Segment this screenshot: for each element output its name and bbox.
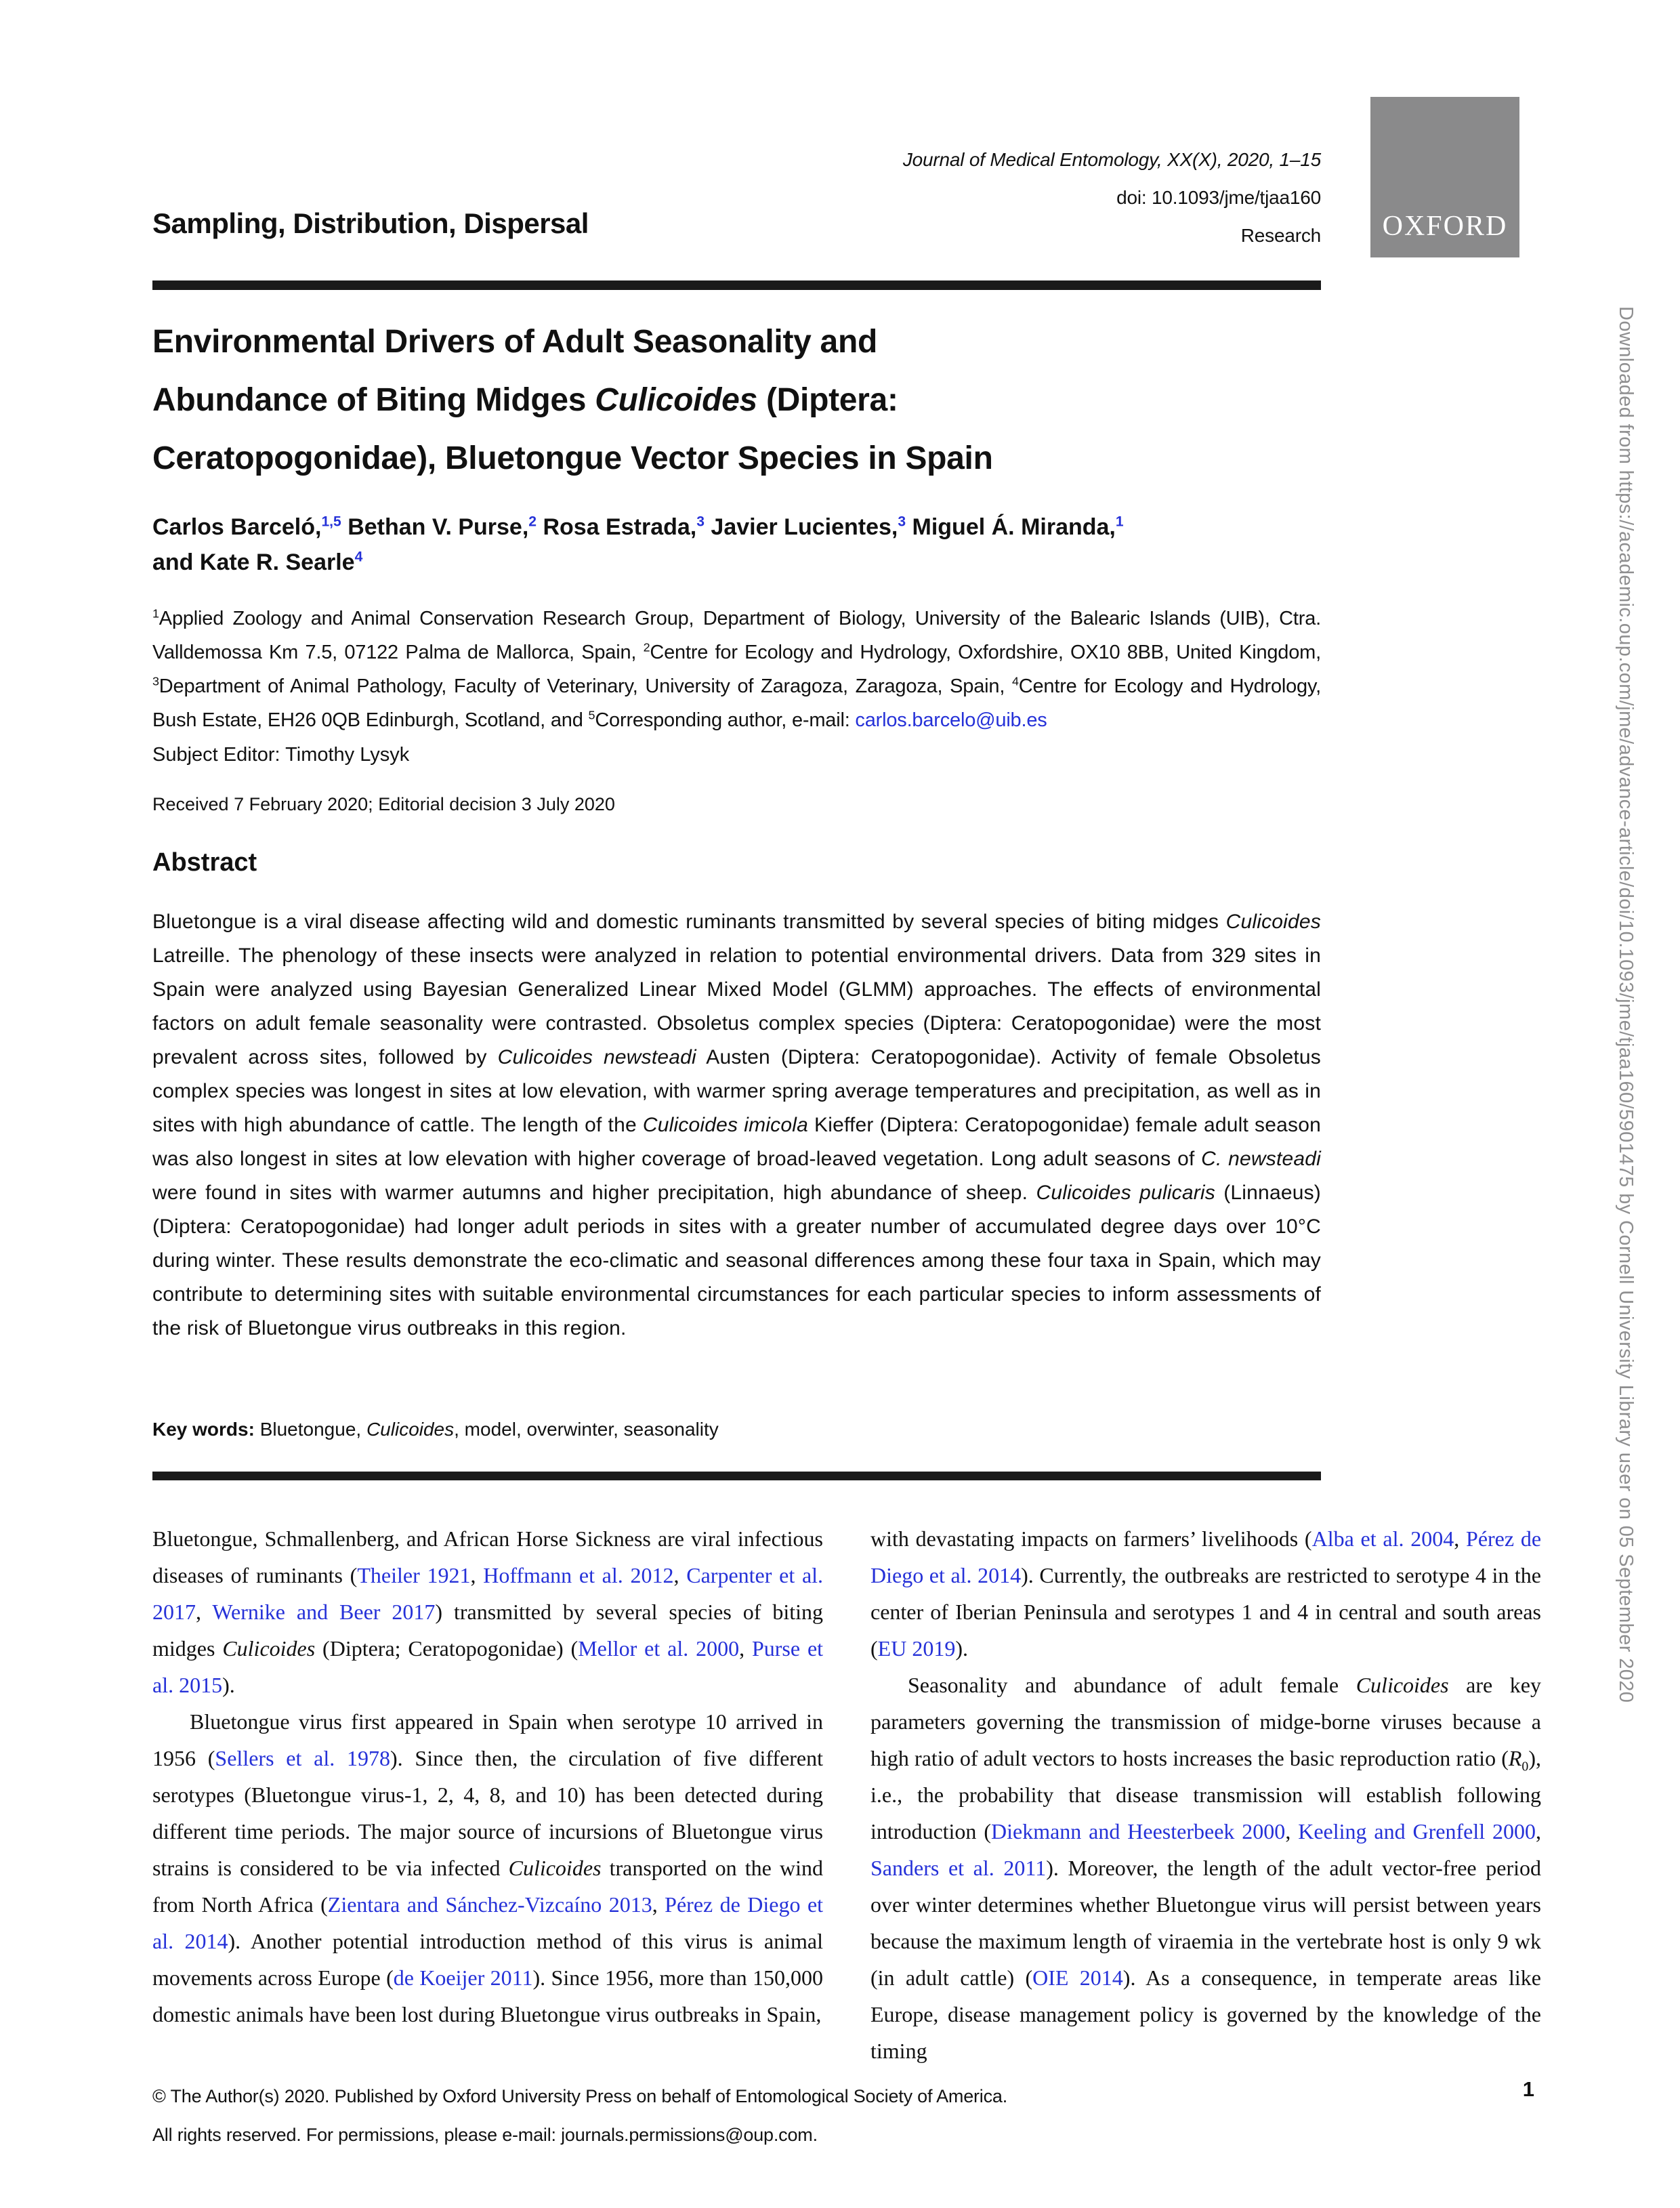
citation-link[interactable]: Mellor et al. 2000 bbox=[578, 1636, 740, 1661]
text-segment: Culicoides bbox=[366, 1419, 455, 1440]
citation-link[interactable]: Hoffmann et al. 2012 bbox=[483, 1563, 674, 1587]
divider-rule bbox=[152, 1472, 1321, 1480]
section-label: Sampling, Distribution, Dispersal bbox=[152, 207, 589, 239]
affiliations bbox=[152, 602, 1321, 737]
text-segment: , bbox=[470, 1563, 484, 1587]
text-line bbox=[152, 313, 1345, 371]
text-segment: Bluetongue is a viral disease affecting wild and domestic ruminants transmitted by several species of biting midges bbox=[152, 911, 1226, 933]
text-segment: Kieffer (Diptera: Ceratopogonidae) female adult season was also longest in sites at low elevation with higher coverage of broad-leaved vegetation. Long adult seasons of bbox=[152, 1114, 1321, 1170]
text-line bbox=[152, 430, 1345, 488]
citation-link[interactable]: Carpenter et al. 2017 bbox=[152, 1563, 824, 1624]
citation-link[interactable]: Alba et al. 2004 bbox=[1311, 1526, 1454, 1551]
text-segment: Culicoides bbox=[1225, 911, 1321, 933]
body-paragraph bbox=[870, 1520, 1541, 1667]
text-segment: Culicoides imicola bbox=[642, 1114, 809, 1136]
article-title bbox=[152, 313, 1345, 488]
oxford-logo-text: OXFORD bbox=[1382, 211, 1508, 242]
text-segment: Department of Animal Pathology, Faculty of Veterinary, University of Zaragoza, Zaragoza, Spain, bbox=[159, 675, 1012, 697]
text-segment: C. newsteadi bbox=[1201, 1148, 1322, 1170]
citation-link[interactable]: Theiler 1921 bbox=[357, 1563, 471, 1587]
text-segment: ). Since then, the circulation of five different serotypes (Bluetongue virus-1, 2, 4, 8, and 10) has been detected during different time periods. The major source of incursions of Bluetongue virus strains is considered to be via infected bbox=[152, 1746, 824, 1880]
text-segment: , bbox=[739, 1636, 752, 1661]
citation-link[interactable]: de Koeijer 2011 bbox=[393, 1965, 533, 1990]
text-segment: Applied Zoology and Animal Conservation Research Group, Department of Biology, University of the Balearic Islands (UIB), Ctra. Valldemossa Km 7.5, 07122 Palma de Mallorca, Spain, bbox=[152, 608, 1321, 663]
header-rule bbox=[152, 280, 1321, 290]
authors-line bbox=[152, 509, 1345, 580]
text-segment: ). Another potential introduction method of this virus is animal movements across Europe ( bbox=[152, 1929, 824, 1990]
text-segment: Bethan V. Purse, bbox=[341, 514, 529, 540]
text-segment: Javier Lucientes, bbox=[704, 514, 898, 540]
text-segment: (Diptera: bbox=[757, 382, 898, 418]
citation-link[interactable]: 1,5 bbox=[321, 514, 341, 530]
text-segment: are key parameters governing the transmission of midge-borne viruses because a high ratio of adult vectors to hosts increases the basic reproduction ratio ( bbox=[870, 1673, 1541, 1770]
text-segment: 4 bbox=[1011, 674, 1019, 688]
text-segment: Bluetongue, bbox=[259, 1419, 366, 1440]
text-segment: , bbox=[1454, 1526, 1467, 1551]
citation-link[interactable]: 2 bbox=[528, 514, 537, 530]
body-paragraph bbox=[152, 1703, 823, 2033]
text-segment: 0 bbox=[1521, 1759, 1529, 1774]
citation-link[interactable]: 4 bbox=[354, 549, 363, 565]
text-segment: Carlos Barceló, bbox=[152, 514, 322, 540]
text-segment: Latreille. The phenology of these insects were analyzed in relation to potential environmental drivers. Data from 329 sites in Spain were analyzed using Bayesian Generalized Linear Mixed Model (GLMM) approaches. The effects of environmental factors on adult female seasonality were contrasted. Obsoletus complex species (Diptera: Ceratopogonidae) were the most prevalent across sites, followed by bbox=[152, 944, 1321, 1068]
text-segment: Culicoides bbox=[595, 382, 757, 418]
citation-link[interactable]: Purse et al. 2015 bbox=[152, 1636, 824, 1697]
citation-link[interactable]: Pérez de Diego et al. 2014 bbox=[152, 1892, 824, 1953]
text-line bbox=[152, 509, 1345, 545]
text-segment: Miguel Á. Miranda, bbox=[906, 514, 1116, 540]
article-type-label: Research bbox=[1240, 225, 1321, 246]
subject-editor: Subject Editor: Timothy Lysyk bbox=[152, 744, 410, 766]
text-segment: Culicoides bbox=[508, 1856, 602, 1880]
footer-copyright: © The Author(s) 2020. Published by Oxford University Press on behalf of Entomological Society of America. bbox=[152, 2086, 1008, 2106]
doi-line: doi: 10.1093/jme/tjaa160 bbox=[1116, 187, 1321, 208]
text-segment: ). bbox=[222, 1673, 235, 1697]
text-segment: 3 bbox=[152, 674, 159, 688]
text-segment: Centre for Ecology and Hydrology, Bush Estate, EH26 0QB Edinburgh, Scotland, and bbox=[152, 675, 1321, 731]
received-dates: Received 7 February 2020; Editorial decision 3 July 2020 bbox=[152, 794, 615, 814]
text-segment: with devastating impacts on farmers’ livelihoods ( bbox=[870, 1526, 1312, 1551]
text-segment: Corresponding author, e-mail: bbox=[595, 709, 856, 731]
citation-link[interactable]: EU 2019 bbox=[877, 1636, 956, 1661]
text-segment: Austen (Diptera: Ceratopogonidae). Activity of female Obsoletus complex species was longest in sites at low elevation, with warmer spring average temperatures and precipitation, as well as in sites with high abundance of cattle. The length of the bbox=[152, 1046, 1321, 1136]
text-segment: ). Since 1956, more than 150,000 domestic animals have been lost during Bluetongue virus outbreaks in Spain, bbox=[152, 1965, 824, 2026]
text-segment: Bluetongue virus first appeared in Spain when serotype 10 arrived in 1956 ( bbox=[152, 1709, 823, 1770]
citation-link[interactable]: carlos.barcelo@uib.es bbox=[855, 709, 1047, 731]
citation-link[interactable]: Pérez de Diego et al. 2014 bbox=[870, 1526, 1542, 1587]
citation-link[interactable]: 3 bbox=[898, 514, 906, 530]
citation-link[interactable]: 1 bbox=[1115, 514, 1124, 530]
body-column-left bbox=[152, 1520, 823, 2069]
abstract-text bbox=[152, 905, 1321, 1346]
text-segment: and Kate R. Searle bbox=[152, 549, 355, 575]
text-segment: Bluetongue, Schmallenberg, and African Horse Sickness are viral infectious diseases of ruminants ( bbox=[152, 1526, 823, 1587]
text-segment: Seasonality and abundance of adult female bbox=[908, 1673, 1356, 1697]
text-segment: Culicoides bbox=[222, 1636, 316, 1661]
journal-citation bbox=[152, 141, 1321, 179]
text-segment: ). Currently, the outbreaks are restricted to serotype 4 in the center of Iberian Peninsula and serotypes 1 and 4 in central and south areas ( bbox=[870, 1563, 1542, 1661]
citation-link[interactable]: Zientara and Sánchez-Vizcaíno 2013 bbox=[327, 1892, 652, 1917]
text-segment: , bbox=[196, 1600, 213, 1624]
citation-link[interactable]: OIE 2014 bbox=[1032, 1965, 1123, 1990]
text-segment: 5 bbox=[588, 708, 595, 722]
text-segment: (Linnaeus) (Diptera: Ceratopogonidae) had longer adult periods in sites with a greater number of accumulated degree days over 10°C during winter. These results demonstrate the eco-climatic and seasonal differences among these four taxa in Spain, which may contribute to determining sites with suitable environmental circumstances for each particular species to inform assessments of the risk of Bluetongue virus outbreaks in this region. bbox=[152, 1182, 1321, 1339]
text-segment: Environmental Drivers of Adult Seasonality and bbox=[152, 324, 877, 360]
text-segment: ). As a consequence, in temperate areas like Europe, disease management policy is governed by the knowledge of the timing bbox=[870, 1965, 1542, 2063]
citation-link[interactable]: Wernike and Beer 2017 bbox=[212, 1600, 436, 1624]
page-number: 1 bbox=[1522, 2077, 1534, 2101]
text-line bbox=[152, 371, 1345, 430]
text-segment: 1 bbox=[152, 606, 159, 621]
footer-permissions: All rights reserved. For permissions, please e-mail: journals.permissions@oup.com. bbox=[152, 2125, 818, 2145]
text-segment: Culicoides pulicaris bbox=[1036, 1182, 1215, 1204]
text-segment: ), i.e., the probability that disease transmission will establish following introduction ( bbox=[870, 1746, 1541, 1844]
text-segment: Centre for Ecology and Hydrology, Oxfordshire, OX10 8BB, United Kingdom, bbox=[650, 642, 1321, 663]
text-segment: Rosa Estrada, bbox=[537, 514, 697, 540]
text-segment: Culicoides bbox=[1356, 1673, 1449, 1697]
text-segment: transported on the wind from North Africa ( bbox=[152, 1856, 824, 1917]
text-segment: , bbox=[673, 1563, 687, 1587]
text-segment: Ceratopogonidae), Bluetongue Vector Species in Spain bbox=[152, 440, 993, 476]
citation-link[interactable]: Keeling and Grenfell 2000 bbox=[1298, 1819, 1536, 1844]
text-segment: Key words: bbox=[152, 1419, 260, 1440]
citation-link[interactable]: 3 bbox=[696, 514, 705, 530]
keywords-line bbox=[152, 1419, 1321, 1440]
text-segment: ). bbox=[955, 1636, 968, 1661]
text-segment: were found in sites with warmer autumns and higher precipitation, high abundance of sheep. bbox=[152, 1182, 1036, 1204]
citation-link[interactable]: Diekmann and Heesterbeek 2000 bbox=[990, 1819, 1286, 1844]
text-segment: R bbox=[1508, 1746, 1522, 1770]
text-segment: ) transmitted by several species of biting midges bbox=[152, 1600, 824, 1661]
citation-link[interactable]: Sellers et al. 1978 bbox=[215, 1746, 390, 1770]
body-paragraph bbox=[152, 1520, 823, 1703]
text-segment: , model, overwinter, seasonality bbox=[454, 1419, 719, 1440]
body-columns bbox=[152, 1520, 1541, 2069]
body-column-right bbox=[870, 1520, 1541, 2069]
download-watermark: Downloaded from https://academic.oup.com/jme/advance-article/doi/10.1093/jme/tjaa160/5901475 by Cornell University Library user on 05 September 2020 bbox=[1615, 306, 1637, 1703]
text-segment: Journal of Medical Entomology, XX(X), 2020, 1–15 bbox=[902, 149, 1321, 170]
citation-link[interactable]: Sanders et al. 2011 bbox=[870, 1856, 1047, 1880]
abstract-heading: Abstract bbox=[152, 848, 257, 877]
text-segment: , bbox=[1536, 1819, 1542, 1844]
text-segment: Culicoides newsteadi bbox=[497, 1046, 696, 1068]
text-line bbox=[152, 545, 1345, 580]
text-segment: , bbox=[652, 1892, 665, 1917]
text-segment: , bbox=[1285, 1819, 1299, 1844]
text-segment: ). Moreover, the length of the adult vector-free period over winter determines whether Bluetongue virus will persist between years because the maximum length of viraemia in the vertebrate host is only 9 wk (in adult cattle) ( bbox=[870, 1856, 1542, 1990]
text-segment: (Diptera; Ceratopogonidae) ( bbox=[315, 1636, 579, 1661]
body-paragraph bbox=[870, 1667, 1541, 2069]
text-segment: Abundance of Biting Midges bbox=[152, 382, 595, 418]
text-segment: 2 bbox=[643, 640, 650, 654]
oxford-logo bbox=[1370, 97, 1519, 257]
footer bbox=[152, 2077, 1440, 2154]
